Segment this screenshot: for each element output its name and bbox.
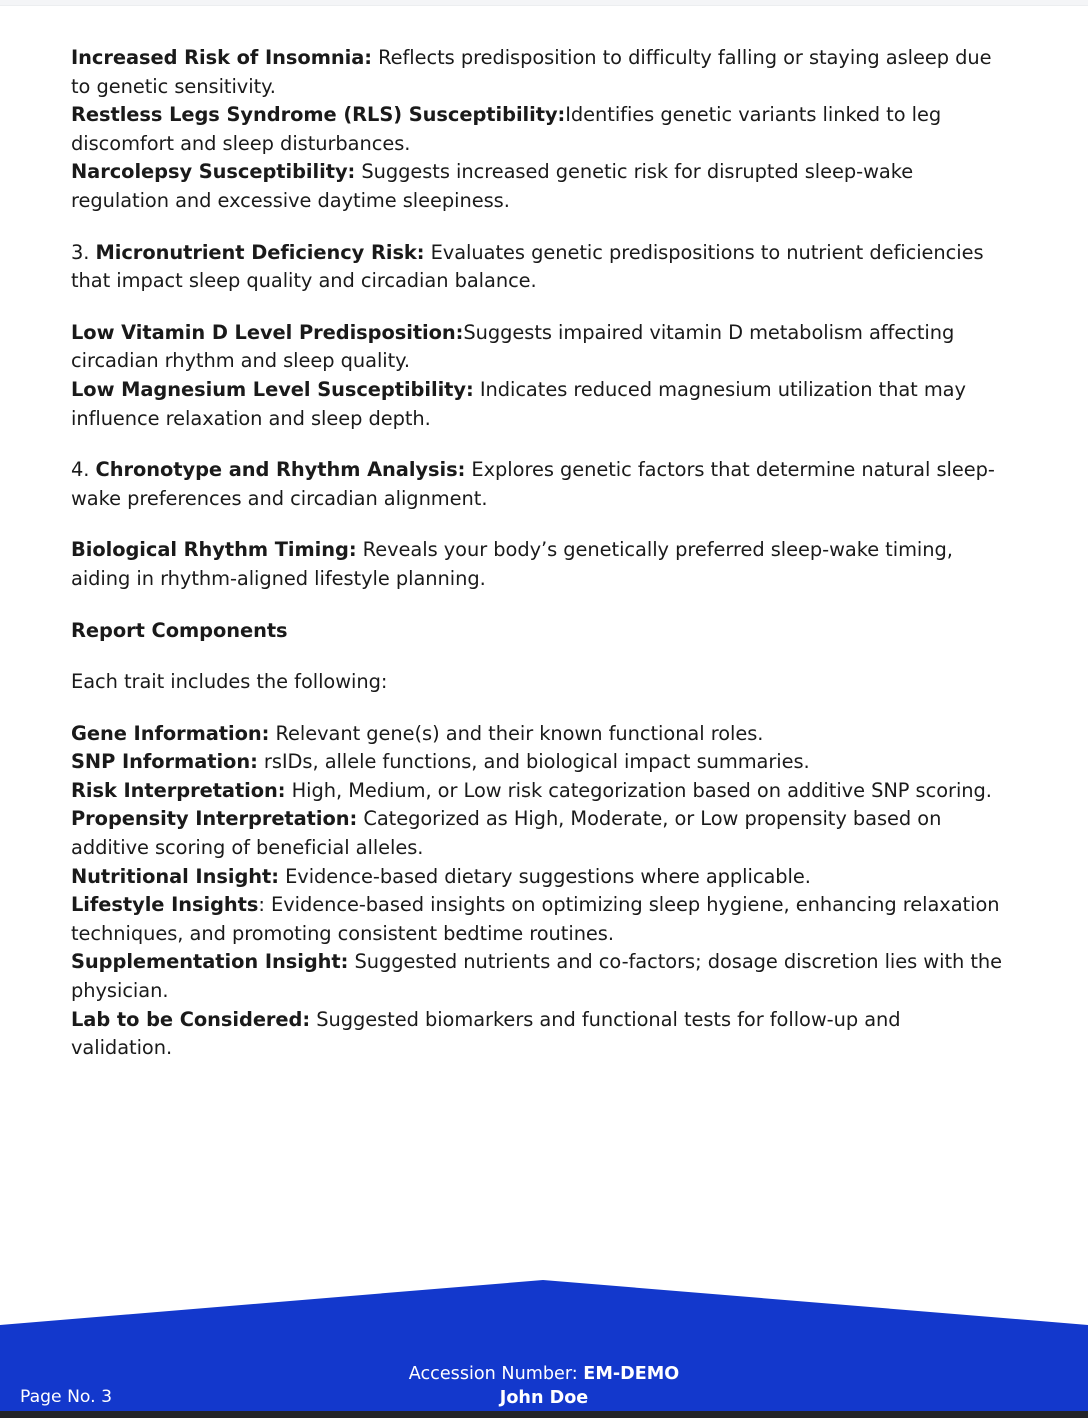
paragraph-snp-information — [71, 748, 1007, 777]
desc-rls: Identifies genetic variants linked to leg discomfort and sleep disturbances. — [71, 103, 942, 155]
term-biological-rhythm-timing: Biological Rhythm Timing: — [71, 538, 357, 562]
term-narcolepsy: Narcolepsy Susceptibility: — [71, 160, 356, 184]
paragraph-rls — [71, 101, 1007, 158]
term-micronutrient-deficiency-risk: Micronutrient Deficiency Risk: — [95, 240, 425, 264]
paragraph-risk-interpretation — [71, 777, 1007, 806]
section-heading-report-components: Report Components — [71, 618, 288, 642]
desc-supplementation-insight: Suggested nutrients and co-factors; dosage discretion lies with the physician. — [71, 950, 1003, 1003]
paragraph-report-components-intro: Each trait includes the following: — [71, 670, 388, 694]
desc-low-vitamin-d: Suggests impaired vitamin D metabolism affecting circadian rhythm and sleep quality. — [71, 320, 955, 373]
desc-insomnia: Reflects predisposition to difficulty falling or staying asleep due to genetic sensitivity. — [71, 46, 992, 98]
term-supplementation-insight: Supplementation Insight: — [71, 950, 349, 974]
page-top-edge-divider — [0, 0, 1088, 6]
footer-accession-value: EM-DEMO — [583, 1364, 680, 1384]
desc-risk-interpretation: High, Medium, or Low risk categorization based on additive SNP scoring. — [285, 778, 992, 802]
desc-chronotype-rhythm-analysis: Explores genetic factors that determine natural sleep-wake preferences and circadian alignment. — [71, 458, 995, 510]
term-lifestyle-insights: Lifestyle Insights — [71, 893, 259, 917]
page-body-content — [71, 44, 1007, 1063]
paragraph-lab-to-be-considered — [71, 1006, 1007, 1063]
footer-accession-block — [0, 1362, 1088, 1410]
paragraph-low-magnesium — [71, 376, 1007, 433]
desc-narcolepsy: Suggests increased genetic risk for disrupted sleep-wake regulation and excessive daytime sleepiness. — [71, 160, 914, 212]
paragraph-chronotype-rhythm-analysis — [71, 456, 1007, 513]
desc-lifestyle-insights: : Evidence-based insights on optimizing sleep hygiene, enhancing relaxation techniques, and promoting consistent bedtime routines. — [71, 893, 1000, 945]
page-footer — [0, 1280, 1088, 1418]
term-insomnia: Increased Risk of Insomnia: — [71, 46, 372, 69]
footer-accession-label: Accession Number: — [408, 1364, 578, 1384]
desc-snp-information: rsIDs, allele functions, and biological impact summaries. — [257, 750, 810, 774]
paragraph-nutritional-insight — [71, 863, 1007, 892]
desc-propensity-interpretation: Categorized as High, Moderate, or Low propensity based on additive scoring of beneficial alleles. — [71, 807, 942, 860]
desc-lab-to-be-considered: Suggested biomarkers and functional tests for follow-up and validation. — [71, 1007, 901, 1060]
term-chronotype-rhythm-analysis: Chronotype and Rhythm Analysis: — [95, 458, 466, 482]
paragraph-propensity-interpretation — [71, 805, 1007, 862]
footer-accession-line — [0, 1362, 1088, 1386]
term-lab-to-be-considered: Lab to be Considered: — [71, 1007, 311, 1031]
term-low-vitamin-d: Low Vitamin D Level Predisposition: — [71, 320, 464, 344]
desc-biological-rhythm-timing: Reveals your body’s genetically preferred sleep-wake timing, aiding in rhythm-aligned lifestyle planning. — [71, 538, 953, 590]
section-number-4: 4. — [71, 458, 96, 482]
desc-nutritional-insight: Evidence-based dietary suggestions where applicable. — [278, 864, 811, 888]
term-low-magnesium: Low Magnesium Level Susceptibility: — [71, 377, 474, 401]
desc-low-magnesium: Indicates reduced magnesium utilization that may influence relaxation and sleep depth. — [71, 377, 966, 430]
paragraph-supplementation-insight — [71, 948, 1007, 1005]
desc-micronutrient-deficiency-risk: Evaluates genetic predispositions to nutrient deficiencies that impact sleep quality and circadian balance. — [71, 240, 984, 293]
paragraph-lifestyle-insights — [71, 891, 1007, 948]
paragraph-narcolepsy — [71, 158, 1007, 215]
footer-bottom-bar — [0, 1411, 1088, 1418]
paragraph-gene-information — [71, 720, 1007, 749]
paragraph-insomnia — [71, 44, 1007, 101]
section-number-3: 3. — [71, 240, 96, 264]
term-risk-interpretation: Risk Interpretation: — [71, 778, 286, 802]
term-nutritional-insight: Nutritional Insight: — [71, 864, 279, 888]
term-gene-information: Gene Information: — [71, 721, 270, 745]
footer-page-number: Page No. 3 — [20, 1387, 113, 1407]
paragraph-biological-rhythm-timing — [71, 536, 1007, 593]
term-propensity-interpretation: Propensity Interpretation: — [71, 807, 358, 831]
desc-gene-information: Relevant gene(s) and their known functional roles. — [269, 721, 764, 745]
term-rls: Restless Legs Syndrome (RLS) Susceptibility: — [71, 103, 566, 127]
paragraph-micronutrient-deficiency-risk — [71, 239, 1007, 296]
paragraph-low-vitamin-d — [71, 319, 1007, 376]
footer-patient-name: John Doe — [499, 1388, 589, 1408]
term-snp-information: SNP Information: — [71, 750, 258, 774]
